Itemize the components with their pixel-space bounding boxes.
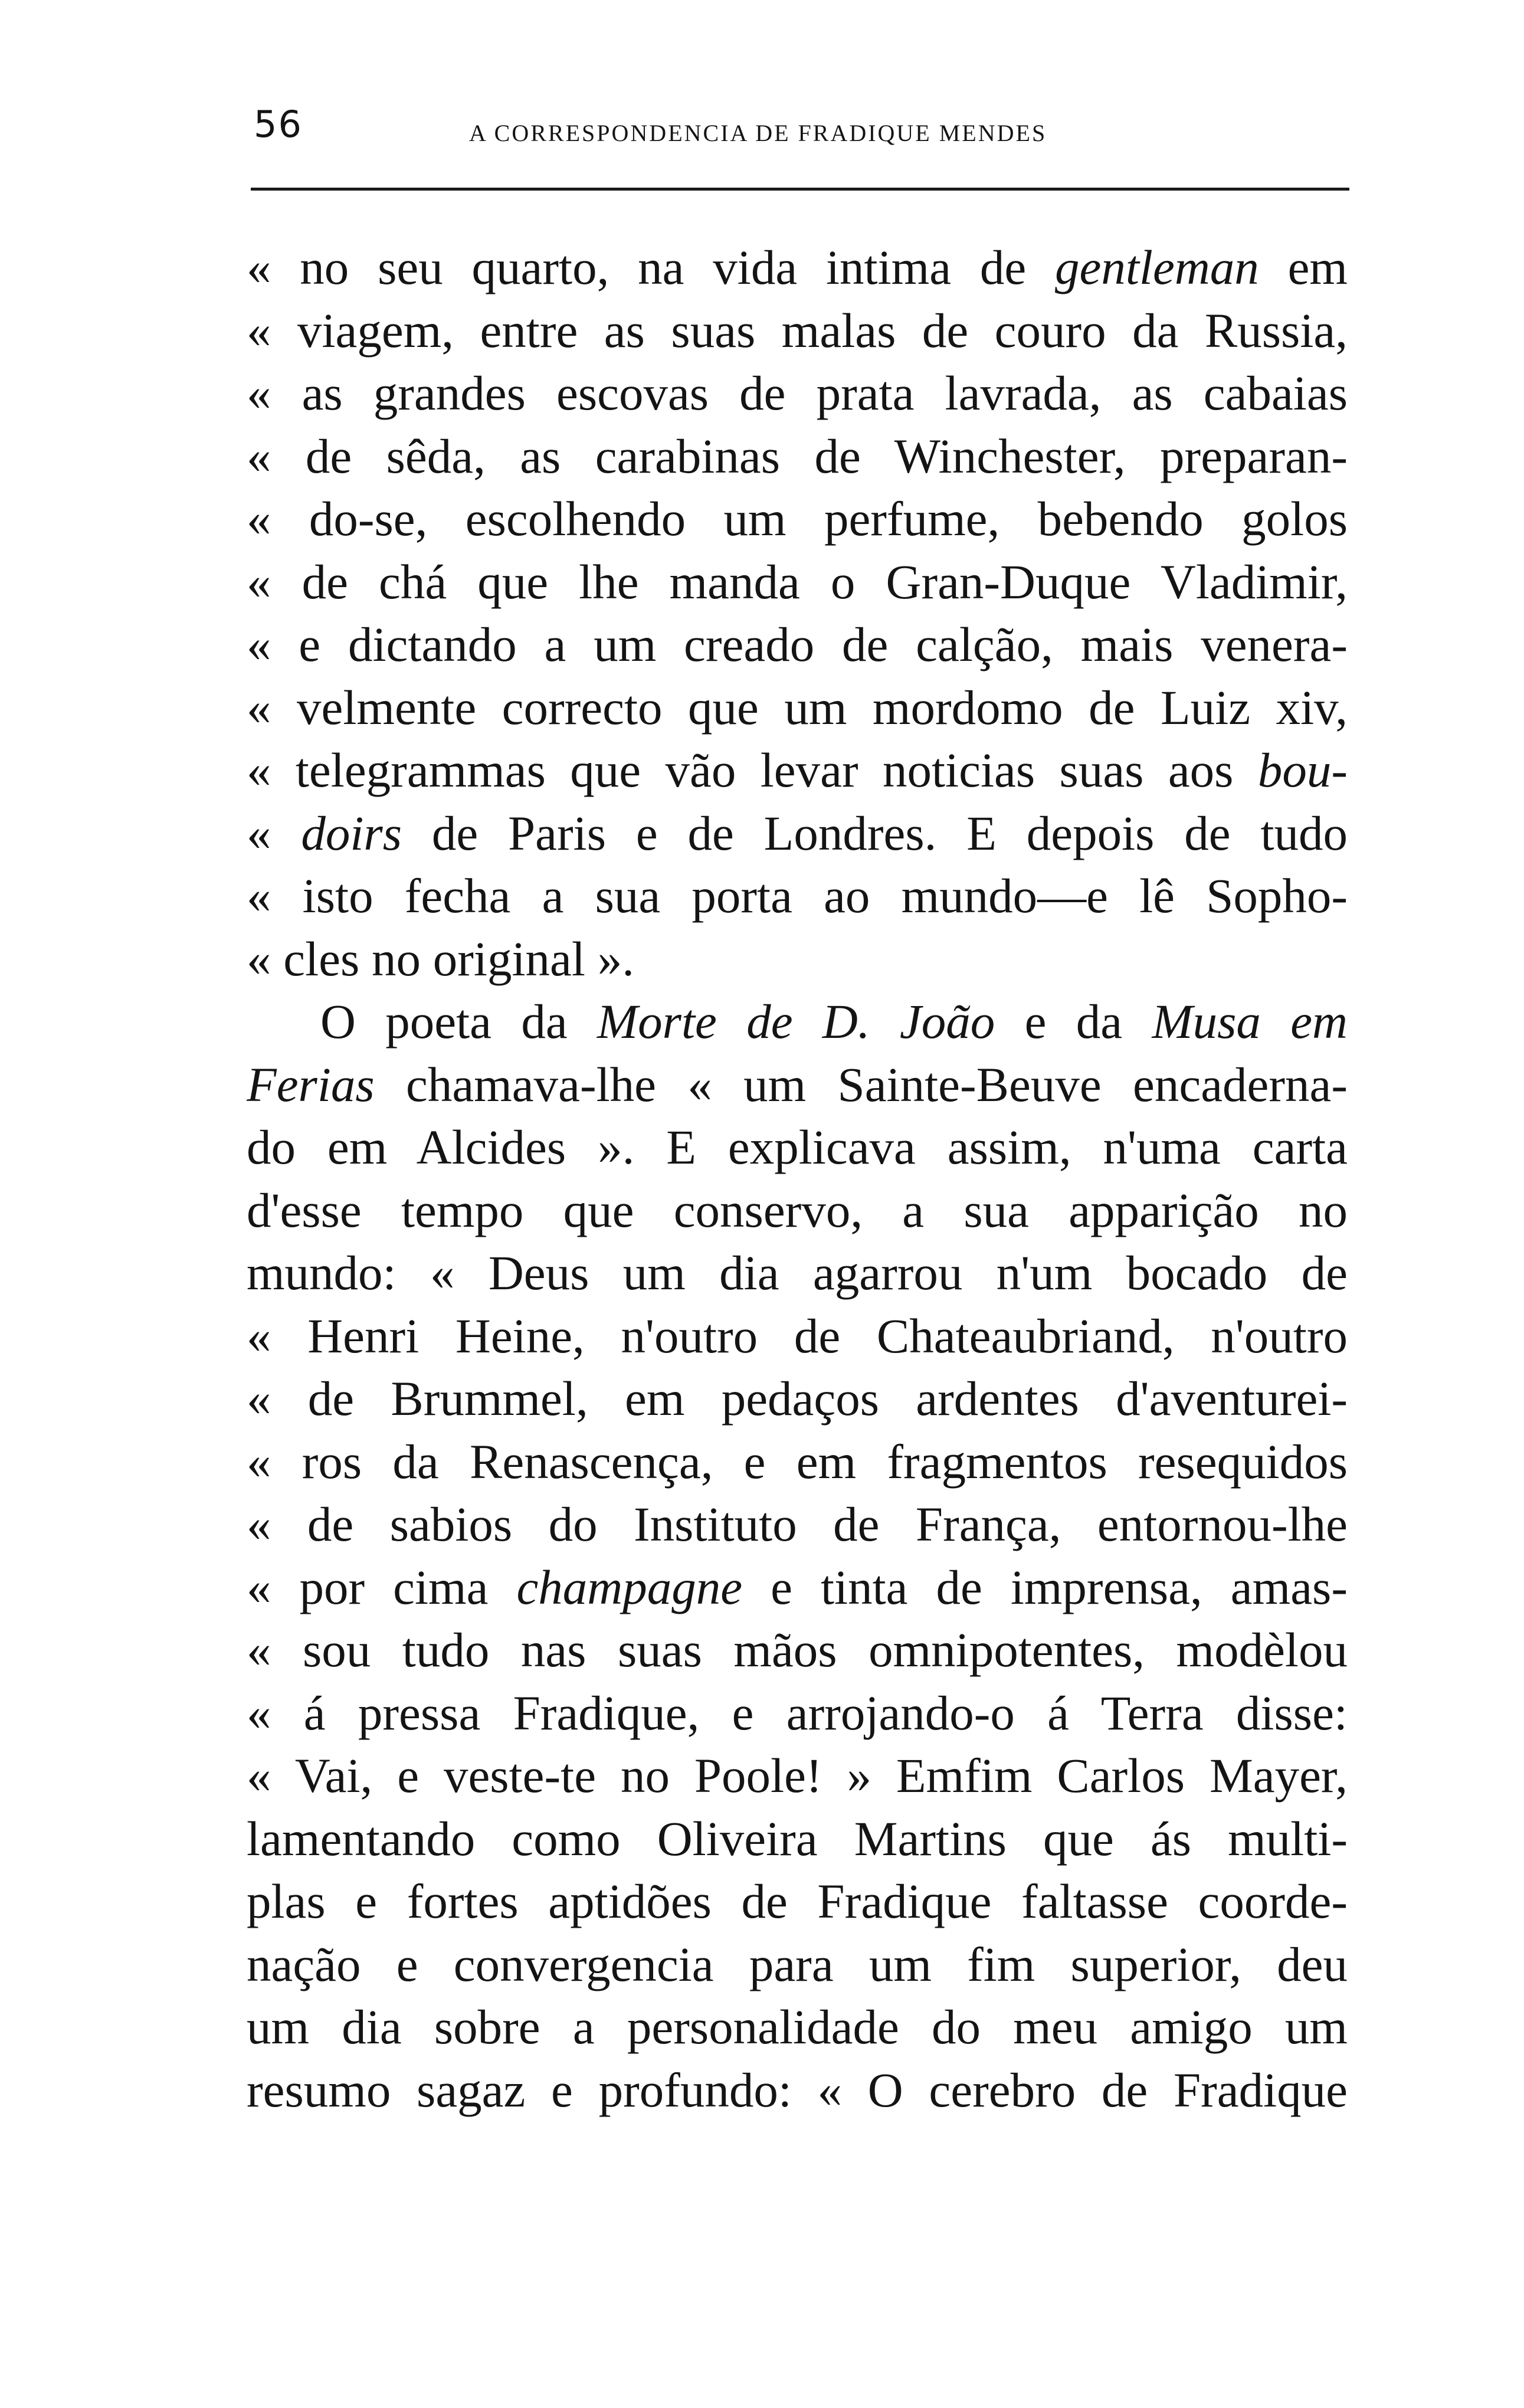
running-head	[251, 100, 1348, 159]
text-line: « de Brummel, em pedaços ardentes d'aventurei-	[247, 1371, 1348, 1426]
body-text	[247, 236, 1348, 2121]
text-line: « e dictando a um creado de calção, mais venera-	[247, 617, 1348, 671]
text-line: « no seu quarto, na vida intima de gentleman em	[247, 240, 1348, 294]
text-line: « á pressa Fradique, e arrojando-o á Terra disse:	[247, 1685, 1348, 1740]
text-line: « ros da Renascença, e em fragmentos resequidos	[247, 1434, 1348, 1489]
text-line: nação e convergencia para um fim superior, deu	[247, 1937, 1348, 1991]
text-line: « viagem, entre as suas malas de couro da Russia,	[247, 303, 1348, 358]
text-line: « do-se, escolhendo um perfume, bebendo golos	[247, 492, 1348, 546]
text-line: « as grandes escovas de prata lavrada, as cabaias	[247, 366, 1348, 420]
text-line: « sou tudo nas suas mãos omnipotentes, modèlou	[247, 1623, 1348, 1677]
text-line: « de chá que lhe manda o Gran-Duque Vladimir,	[247, 554, 1348, 609]
text-line: mundo: « Deus um dia agarrou n'um bocado de	[247, 1246, 1348, 1300]
text-line: « telegrammas que vão levar noticias suas aos bou-	[247, 743, 1348, 797]
header-rule	[251, 188, 1349, 191]
text-line: resumo sagaz e profundo: « O cerebro de Fradique	[247, 2062, 1348, 2117]
running-title: A CORRESPONDENCIA DE FRADIQUE MENDES	[469, 120, 1047, 146]
text-line: « de sêda, as carabinas de Winchester, preparan-	[247, 428, 1348, 483]
text-line: « de sabios do Instituto de França, entornou-lhe	[247, 1497, 1348, 1551]
text-line: « isto fecha a sua porta ao mundo—e lê Sopho-	[247, 869, 1348, 923]
text-line: « velmente correcto que um mordomo de Luiz xiv,	[247, 680, 1348, 735]
text-line: d'esse tempo que conservo, a sua apparição no	[247, 1182, 1348, 1237]
text-line: « cles no original ».	[247, 931, 634, 986]
page-number: 56	[254, 103, 303, 146]
text-line: « Vai, e veste-te no Poole! » Emfim Carlos Mayer,	[247, 1748, 1348, 1803]
text-line: « por cima champagne e tinta de imprensa, amas-	[247, 1560, 1348, 1614]
text-line: « doirs de Paris e de Londres. E depois de tudo	[247, 805, 1348, 860]
text-line: plas e fortes aptidões de Fradique faltasse coorde-	[247, 1874, 1348, 1928]
text-line: um dia sobre a personalidade do meu amigo um	[247, 2000, 1348, 2054]
paragraph-start-line: O poeta da Morte de D. João e da Musa em	[320, 994, 1348, 1049]
text-line: lamentando como Oliveira Martins que ás multi-	[247, 1811, 1348, 1866]
text-line: do em Alcides ». E explicava assim, n'uma carta	[247, 1120, 1348, 1174]
text-line: « Henri Heine, n'outro de Chateaubriand, n'outro	[247, 1308, 1348, 1363]
text-line: Ferias chamava-lhe « um Sainte-Beuve encaderna-	[247, 1057, 1348, 1112]
